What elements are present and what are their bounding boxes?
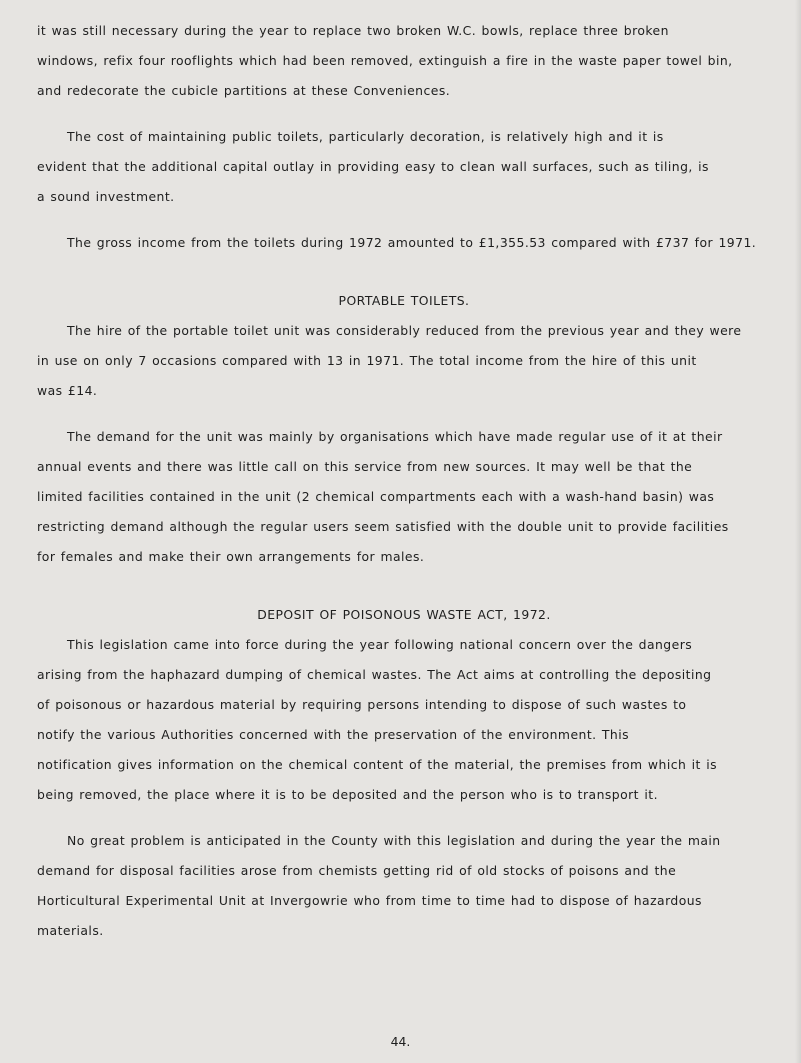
text-line: notification gives information on the chemical content of the material, the premises from which it is <box>37 757 718 772</box>
text-line: No great problem is anticipated in the County with this legislation and during the year the main <box>67 833 721 848</box>
text-line: limited facilities contained in the unit (2 chemical compartments each with a wash-hand basin) was <box>37 489 715 504</box>
text-line: of poisonous or hazardous material by requiring persons intending to dispose of such wastes to <box>37 697 687 712</box>
page-number: 44. <box>390 1034 411 1049</box>
text-line: Horticultural Experimental Unit at Invergowrie who from time to time had to dispose of hazardous <box>37 893 702 908</box>
text-line: a sound investment. <box>37 189 175 204</box>
text-line: This legislation came into force during the year following national concern over the dangers <box>67 637 693 652</box>
text-line: being removed, the place where it is to be deposited and the person who is to transport it. <box>37 787 658 802</box>
text-line: and redecorate the cubicle partitions at these Conveniences. <box>37 83 451 98</box>
text-line: windows, refix four rooflights which had been removed, extinguish a fire in the waste paper towel bin, <box>37 53 733 68</box>
text-line: The hire of the portable toilet unit was considerably reduced from the previous year and they were <box>67 323 742 338</box>
text-line: The cost of maintaining public toilets, particularly decoration, is relatively high and it is <box>67 129 664 144</box>
text-line: for females and make their own arrangements for males. <box>37 549 425 564</box>
text-line: The gross income from the toilets during 1972 amounted to £1,355.53 compared with £737 for 1971. <box>67 235 757 250</box>
text-line: was £14. <box>37 383 98 398</box>
text-line: it was still necessary during the year to replace two broken W.C. bowls, replace three broken <box>37 23 669 38</box>
heading-portable-toilets: PORTABLE TOILETS. <box>338 293 470 308</box>
text-line: evident that the additional capital outlay in providing easy to clean wall surfaces, such as tiling, is <box>37 159 709 174</box>
heading-poisonous-waste-act: DEPOSIT OF POISONOUS WASTE ACT, 1972. <box>257 607 551 622</box>
text-line: in use on only 7 occasions compared with 13 in 1971. The total income from the hire of this unit <box>37 353 697 368</box>
paragraph-legislation <box>37 630 771 810</box>
paragraph-gross-income <box>37 228 771 258</box>
page-edge-shadow <box>795 0 801 1063</box>
text-line: arising from the haphazard dumping of chemical wastes. The Act aims at controlling the depositing <box>37 667 712 682</box>
paragraph-conveniences-repairs <box>37 16 771 106</box>
text-line: restricting demand although the regular users seem satisfied with the double unit to provide facilities <box>37 519 729 534</box>
text-line: annual events and there was little call on this service from new sources. It may well be that the <box>37 459 693 474</box>
paragraph-maintenance-cost <box>37 122 771 212</box>
paragraph-portable-hire <box>37 316 771 406</box>
paragraph-portable-demand <box>37 422 771 572</box>
text-line: demand for disposal facilities arose from chemists getting rid of old stocks of poisons and the <box>37 863 677 878</box>
paragraph-county-disposal <box>37 826 771 946</box>
text-line: The demand for the unit was mainly by organisations which have made regular use of it at their <box>67 429 723 444</box>
text-line: materials. <box>37 923 104 938</box>
text-line: notify the various Authorities concerned with the preservation of the environment. This <box>37 727 630 742</box>
